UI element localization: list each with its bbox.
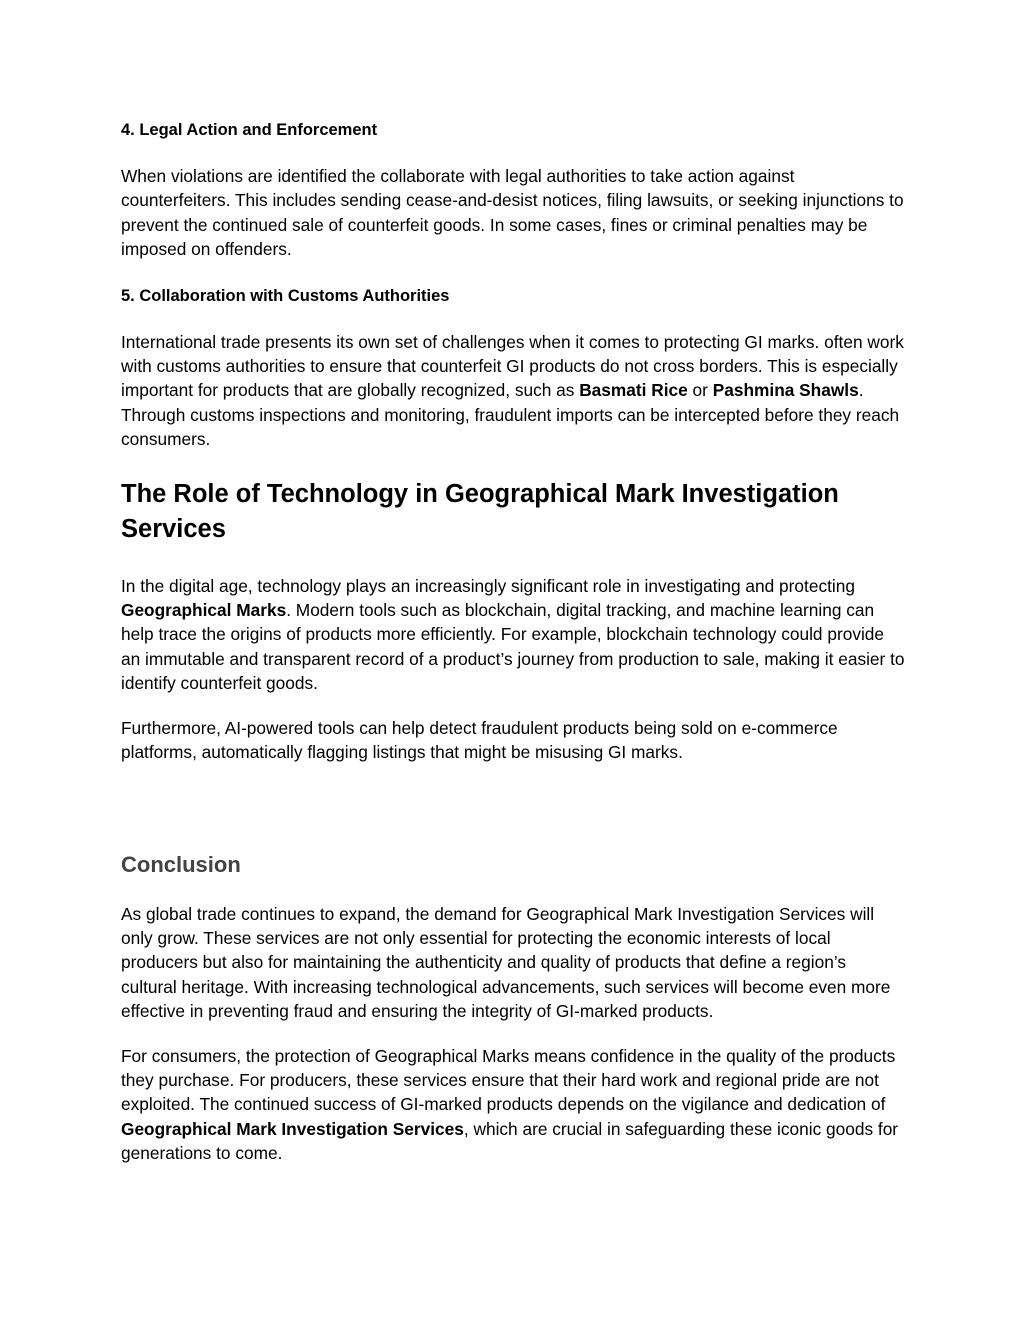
geographical-marks-bold: Geographical Marks [121,600,287,621]
section-4-heading: 4. Legal Action and Enforcement [121,121,378,139]
section-5-text-3: . Through customs inspections and monitoring, fraudulent imports can be intercepted before they reach consumers. [121,380,900,450]
conclusion-heading: Conclusion [121,851,241,877]
conclusion-para-2 [121,1044,906,1166]
section-5-body [121,330,906,452]
pashmina-shawls-bold: Pashmina Shawls [712,380,859,401]
technology-para-1-text-1: In the digital age, technology plays an increasingly significant role in investigating and protecting [121,575,855,596]
conclusion-para-2-text-2: , which are crucial in safeguarding these iconic goods for generations to come. [121,1118,899,1164]
gmis-bold: Geographical Mark Investigation Services [121,1118,464,1139]
technology-para-1-text-2: . Modern tools such as blockchain, digital tracking, and machine learning can help trace the origins of products more efficiently. For example, blockchain technology could provide an immutable and transparent record of a product’s journey from production to sale, making it easier to identify counterfeit goods. [121,600,905,694]
technology-para-1 [121,574,906,696]
conclusion-para-1: As global trade continues to expand, the demand for Geographical Mark Investigation Services will only grow. These services are not only essential for protecting the economic interests of local producers but also for maintaining the authenticity and quality of products that define a region’s cultural heritage. With increasing technological advancements, such services will become even more effective in preventing fraud and ensuring the integrity of GI-marked products. [121,903,891,1022]
technology-para-2: Furthermore, AI-powered tools can help detect fraudulent products being sold on e-commerce platforms, automatically flagging listings that might be misusing GI marks. [121,717,838,763]
section-5-text-1: International trade presents its own set of challenges when it comes to protecting GI marks. often work with customs authorities to ensure that counterfeit GI products do not cross borders. This is especially important for products that are globally recognized, such as [121,331,904,401]
conclusion-para-2-text-1: For consumers, the protection of Geographical Marks means confidence in the quality of the products they purchase. For producers, these services ensure that their hard work and regional pride are not exploited. The continued success of GI-marked products depends on the vigilance and dedication of [121,1045,896,1115]
section-5-text-2: or [687,380,713,401]
section-5-heading: 5. Collaboration with Customs Authorities [121,286,450,305]
section-4-body: When violations are identified the collaborate with legal authorities to take action against counterfeiters. This includes sending cease-and-desist notices, filing lawsuits, or seeking injunctions to prevent the continued sale of counterfeit goods. In some cases, fines or criminal penalties may be imposed on offenders. [121,166,904,260]
technology-heading: The Role of Technology in Geographical Mark Investigation Services [121,479,839,543]
basmati-rice-bold: Basmati Rice [579,380,688,401]
